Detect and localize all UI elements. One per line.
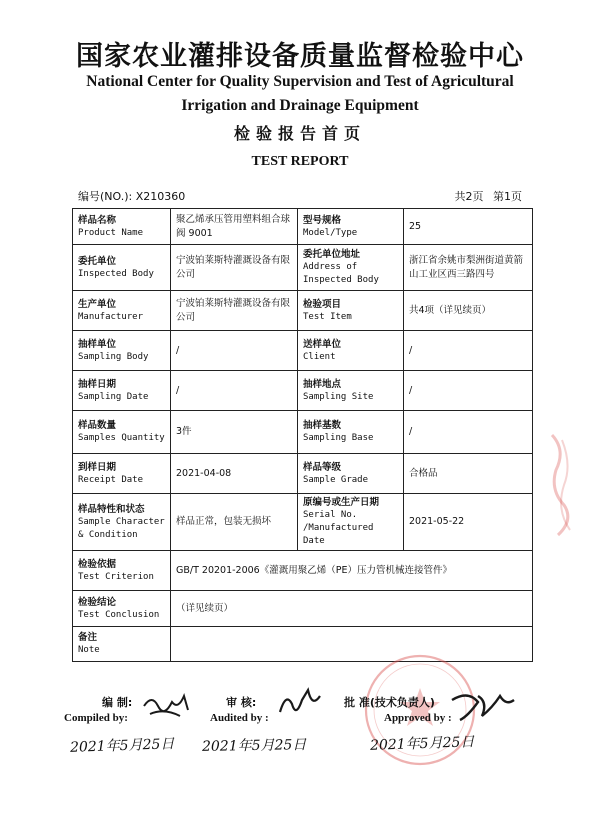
form-row <box>73 331 533 371</box>
field-label-en: Serial No. /Manufactured Date <box>303 510 374 546</box>
approved-label-cn: 批 准(技术负责人) <box>344 696 435 709</box>
field-value <box>171 291 298 331</box>
audited-date: 2021年5月25日 <box>201 737 307 755</box>
field-label-cn: 到样日期 <box>78 461 117 473</box>
field-value <box>404 371 533 411</box>
field-value <box>404 209 533 245</box>
seam-stamp <box>548 430 578 540</box>
field-value <box>171 209 298 245</box>
criterion-label-cn: 检验依据 <box>78 558 117 570</box>
field-label-en: Sampling Site <box>303 391 374 402</box>
report-number <box>78 188 185 204</box>
compiled-date: 2021年5月25日 <box>69 736 175 756</box>
field-label-en: Sample Character & Condition <box>78 516 165 540</box>
field-value-text: 宁波铂莱斯特灌溉设备有限公司 <box>176 297 291 323</box>
form-row <box>73 454 533 494</box>
field-value <box>171 454 298 494</box>
field-label-cn: 抽样基数 <box>303 420 342 431</box>
criterion-label-en: Test Criterion <box>78 571 154 582</box>
field-label <box>73 454 171 494</box>
form-row <box>73 245 533 291</box>
field-label-en: Product Name <box>78 227 144 238</box>
approved-signature <box>448 686 518 722</box>
field-label <box>73 209 171 245</box>
title-en-line1: National Center for Quality Supervision and Test of Agricultural <box>86 73 514 90</box>
field-label <box>298 245 404 291</box>
report-title-cn: 检验报告首页 <box>233 124 366 143</box>
field-label-en: Test Item <box>303 311 352 322</box>
field-value-text: / <box>409 384 413 396</box>
field-value-text: 3件 <box>176 426 192 437</box>
field-label <box>73 331 171 371</box>
field-label-en: Sampling Date <box>78 391 149 402</box>
field-label <box>73 494 171 551</box>
audited-label-en: Audited by : <box>210 712 269 724</box>
compiled-label-cn: 编 制: <box>102 696 133 709</box>
field-label-en: Sample Grade <box>303 474 369 485</box>
field-value <box>171 245 298 291</box>
field-label <box>298 371 404 411</box>
conclusion-label <box>73 591 171 627</box>
field-label <box>73 245 171 291</box>
field-label-en: Samples Quantity <box>78 433 165 443</box>
field-value <box>171 371 298 411</box>
field-label-cn: 抽样单位 <box>78 338 117 350</box>
field-value-text: 合格品 <box>409 467 438 479</box>
field-value <box>404 411 533 454</box>
form-row <box>73 291 533 331</box>
title-cn: 国家农业灌排设备质量监督检验中心 <box>76 41 524 72</box>
criterion-row <box>73 551 533 591</box>
field-label-cn: 检验项目 <box>303 298 342 310</box>
form-row <box>73 209 533 245</box>
criterion-value <box>171 551 533 591</box>
criterion-label <box>73 551 171 591</box>
field-value <box>171 411 298 454</box>
field-value <box>404 331 533 371</box>
field-value-text: 共4项（详见续页） <box>409 304 492 316</box>
field-value-text: 25 <box>409 220 422 232</box>
field-label-en: Address of Inspected Body <box>303 262 379 285</box>
field-value <box>404 494 533 551</box>
approved-date: 2021年5月25日 <box>369 734 475 754</box>
title-en-line2: Irrigation and Drainage Equipment <box>181 97 419 114</box>
field-value-text: 浙江省余姚市梨洲街道黄箭山工业区西三路四号 <box>409 254 524 280</box>
field-label-en: Sampling Base <box>303 433 374 443</box>
form-row <box>73 371 533 411</box>
field-value-text: 2021-04-08 <box>176 467 232 479</box>
compiled-signature <box>140 688 200 722</box>
field-label <box>73 371 171 411</box>
field-value <box>171 494 298 551</box>
note-label-en: Note <box>78 645 100 655</box>
compiled-label-en: Compiled by: <box>64 712 128 724</box>
report-form-table <box>72 208 533 662</box>
report-number-label: 编号(NO.): <box>78 190 133 203</box>
form-row <box>73 494 533 551</box>
audited-label-cn: 审 核: <box>226 696 257 709</box>
field-label-cn: 抽样地点 <box>303 378 342 390</box>
note-label-cn: 备注 <box>78 632 98 643</box>
report-number-value: X210360 <box>135 190 186 203</box>
field-value-text: / <box>176 344 180 356</box>
field-label-cn: 样品等级 <box>303 461 342 473</box>
field-label <box>73 291 171 331</box>
field-label <box>298 454 404 494</box>
field-value-text: / <box>409 344 413 356</box>
field-label <box>73 411 171 454</box>
field-label-cn: 样品名称 <box>78 214 117 226</box>
field-label-cn: 样品特性和状态 <box>78 503 145 515</box>
field-label-cn: 样品数量 <box>78 420 117 431</box>
page-count: 共2页 第1页 <box>454 190 522 203</box>
field-label-cn: 送样单位 <box>303 338 342 350</box>
field-value <box>404 245 533 291</box>
title-en <box>60 70 540 118</box>
field-value <box>404 291 533 331</box>
field-label-en: Receipt Date <box>78 474 144 485</box>
audited-signature <box>276 686 326 722</box>
form-row <box>73 411 533 454</box>
conclusion-value <box>171 591 533 627</box>
criterion-value-text: GB/T 20201-2006《灌溉用聚乙烯（PE）压力管机械连接管件》 <box>176 564 452 576</box>
field-label-cn: 原编号或生产日期 <box>303 497 380 508</box>
field-label <box>298 209 404 245</box>
field-label <box>298 494 404 551</box>
field-value <box>171 331 298 371</box>
field-value-text: / <box>409 426 413 437</box>
field-label-en: Inspected Body <box>78 268 154 279</box>
approved-label-en: Approved by : <box>384 712 452 724</box>
field-value-text: 样品正常，包装无损坏 <box>176 516 272 527</box>
field-label-cn: 型号规格 <box>303 214 342 226</box>
field-label-cn: 委托单位 <box>78 255 117 267</box>
note-label <box>73 627 171 662</box>
field-label-cn: 委托单位地址 <box>303 249 361 260</box>
conclusion-label-cn: 检验结论 <box>78 596 117 608</box>
report-title-en: TEST REPORT <box>251 154 349 169</box>
field-label <box>298 411 404 454</box>
field-value-text: 2021-05-22 <box>409 516 465 527</box>
field-value-text: / <box>176 384 180 396</box>
conclusion-row <box>73 591 533 627</box>
field-label-en: Sampling Body <box>78 351 149 362</box>
field-label-en: Manufacturer <box>78 311 144 322</box>
conclusion-value-text: （详见续页） <box>176 602 234 614</box>
field-value-text: 宁波铂莱斯特灌溉设备有限公司 <box>176 254 291 280</box>
field-value-text: 聚乙烯承压管用塑料组合球阀 9001 <box>176 213 291 239</box>
field-label <box>298 331 404 371</box>
conclusion-label-en: Test Conclusion <box>78 609 160 620</box>
field-value <box>404 454 533 494</box>
field-label-cn: 生产单位 <box>78 298 117 310</box>
field-label-en: Model/Type <box>303 227 358 238</box>
field-label-cn: 抽样日期 <box>78 378 117 390</box>
field-label <box>298 291 404 331</box>
field-label-en: Client <box>303 351 336 362</box>
